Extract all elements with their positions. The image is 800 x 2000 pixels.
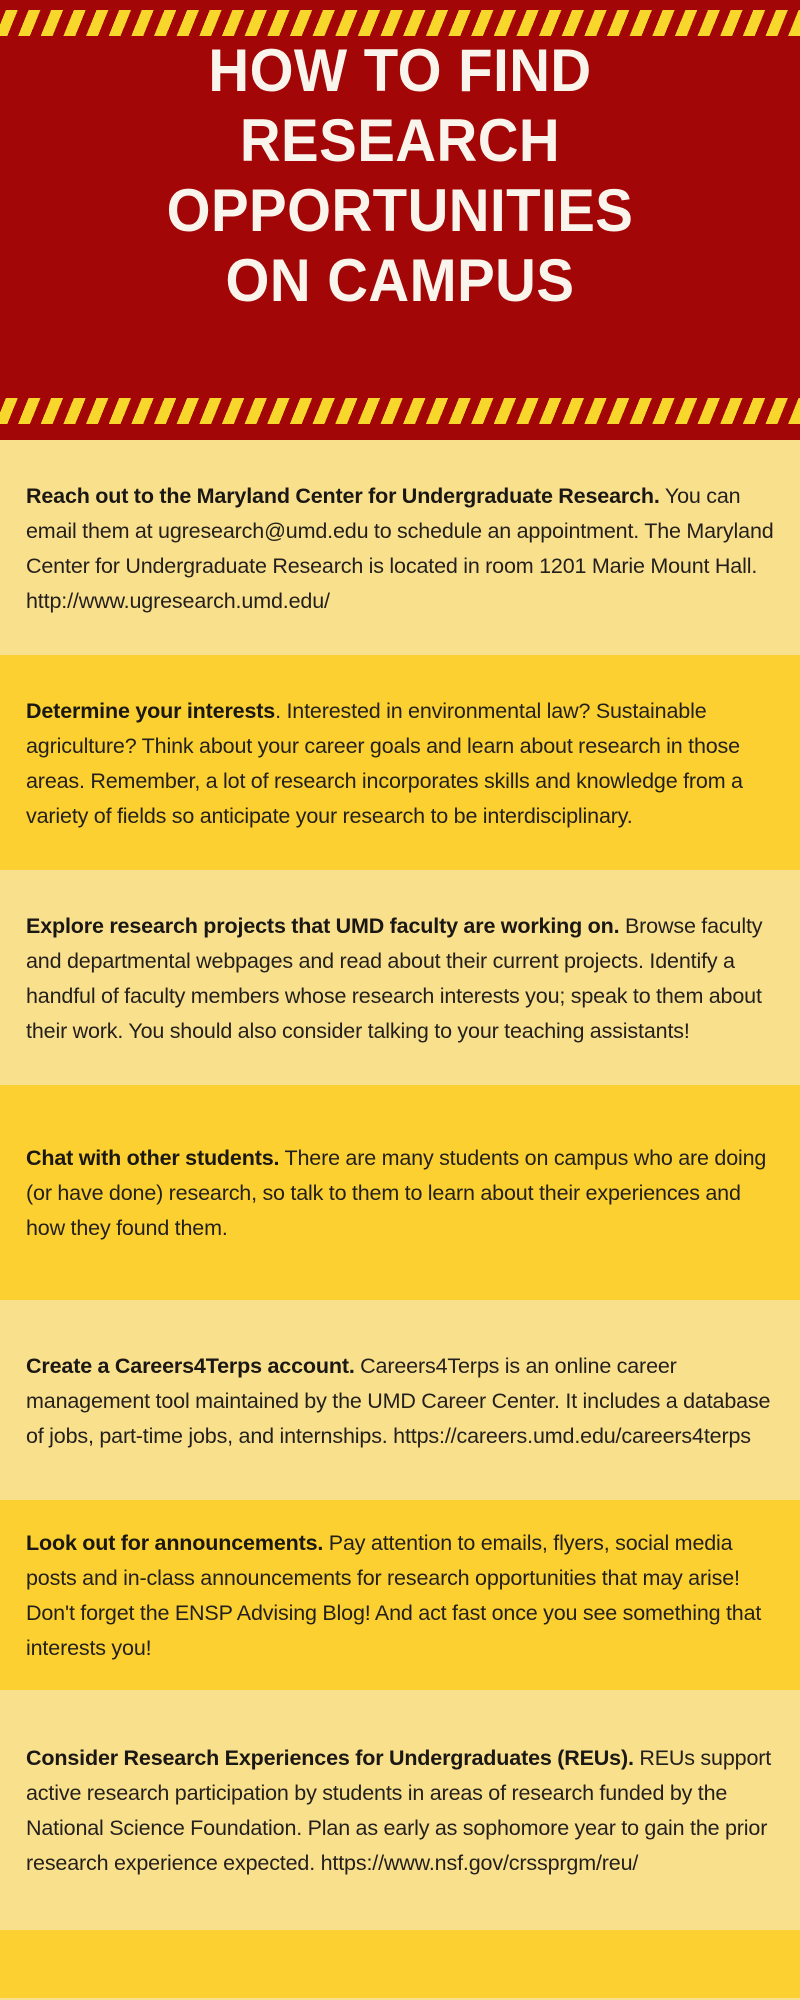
tip-block-2-lead: Determine your interests: [26, 698, 276, 723]
title-line-2: RESEARCH: [239, 107, 561, 174]
tip-block-2-body: . Interested in environmental law? Sustainable agriculture? Think about your career goals and learn about research in those areas. Remember, a lot of research incorporates skills and knowledge from a variety of fields so anticipate your research to be interdisciplinary.: [26, 698, 743, 828]
tip-block-6-text: [26, 1526, 774, 1666]
tip-block-2-text: [26, 694, 774, 834]
tip-block-5-text: [26, 1349, 774, 1454]
diagonal-stripe-band-top: [0, 10, 800, 36]
tip-block-5: [0, 1300, 800, 1500]
tip-block-1-body: You can email them at ugresearch@umd.edu to schedule an appointment. The Maryland Center for Undergraduate Research is located in room 1201 Marie Mount Hall. http://www.ugresearch.umd.edu/: [26, 483, 774, 613]
tip-block-3-lead: Explore research projects that UMD faculty are working on.: [26, 913, 620, 938]
tip-block-6-lead: Look out for announcements.: [26, 1531, 324, 1555]
tip-block-6: [0, 1500, 800, 1690]
tip-block-1-text: [26, 479, 774, 619]
page-title: [0, 36, 800, 316]
tip-block-3-body: Browse faculty and departmental webpages and read about their current projects. Identify a handful of faculty members whose research interests you; speak to them about their work. You should also consider talking to your teaching assistants!: [26, 913, 763, 1043]
tip-block-7: [0, 1690, 800, 1930]
tip-block-1: [0, 440, 800, 655]
poster-footer-band: [0, 1930, 800, 1998]
tip-block-4-text: [26, 1141, 774, 1246]
tip-block-2: [0, 655, 800, 870]
tip-block-5-body: Careers4Terps is an online career management tool maintained by the UMD Career Center. It includes a database of jobs, part-time jobs, and internships. https://careers.umd.edu/careers4terps: [26, 1353, 771, 1448]
tip-block-7-text: [26, 1741, 774, 1881]
title-line-4: ON CAMPUS: [225, 247, 575, 314]
tip-block-1-lead: Reach out to the Maryland Center for Undergraduate Research.: [26, 483, 660, 508]
tip-block-3: [0, 870, 800, 1085]
poster-header: [0, 0, 800, 440]
tip-block-4-body: There are many students on campus who are doing (or have done) research, so talk to them to learn about their experiences and how they found them.: [26, 1146, 767, 1240]
diagonal-stripe-band-bottom: [0, 398, 800, 424]
tip-block-7-lead: Consider Research Experiences for Undergraduates (REUs).: [26, 1746, 634, 1770]
title-line-3: OPPORTUNITIES: [166, 177, 634, 244]
tip-block-4-lead: Chat with other students.: [26, 1146, 280, 1170]
tip-block-5-lead: Create a Careers4Terps account.: [26, 1353, 355, 1378]
tip-block-4: [0, 1085, 800, 1300]
tip-block-6-body: Pay attention to emails, flyers, social media posts and in-class announcements for research opportunities that may arise! Don't forget the ENSP Advising Blog! And act fast once you see something that interests you!: [26, 1531, 762, 1660]
title-line-1: HOW TO FIND: [208, 37, 592, 104]
tip-block-7-body: REUs support active research participation by students in areas of research funded by the National Science Foundation. Plan as early as sophomore year to gain the prior research experience expected. https://www.nsf.gov/crssprgm/reu/: [26, 1746, 772, 1875]
tip-block-3-text: [26, 909, 774, 1049]
